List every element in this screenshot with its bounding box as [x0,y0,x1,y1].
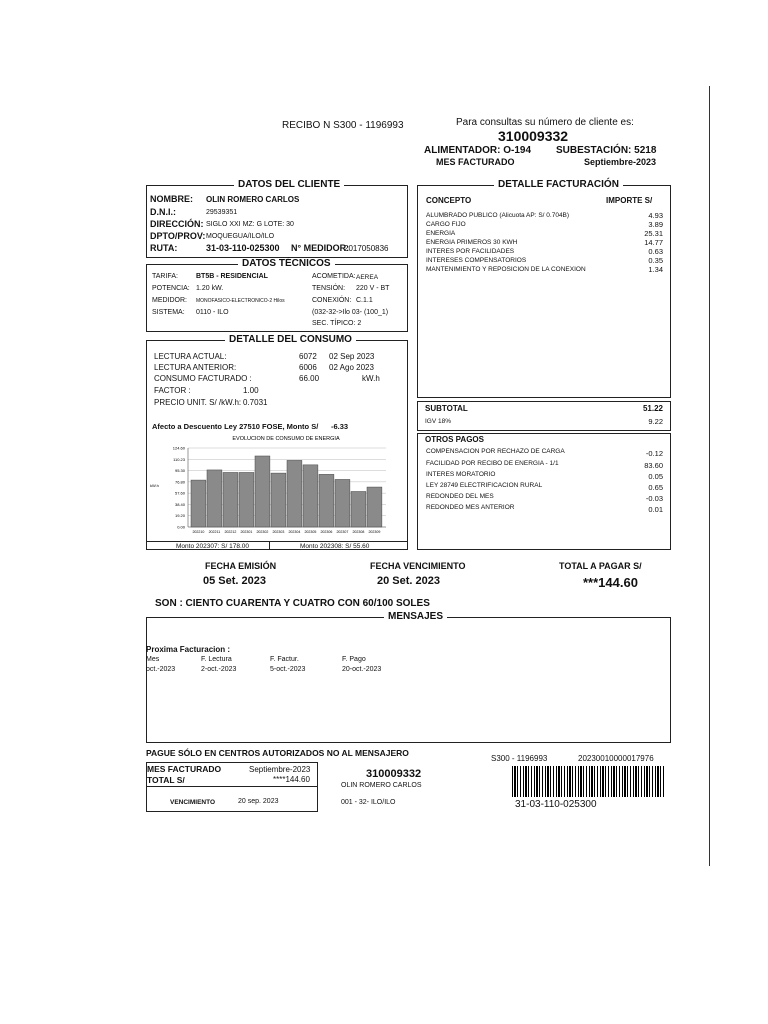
issue-date-label: FECHA EMISIÓN [205,561,277,571]
chart-bar [207,470,222,527]
next-col-billing: F. Factur. [270,656,299,663]
next-col-reading: F. Lectura [201,656,232,663]
dpto-label: DPTO/PROV: [150,231,206,241]
chart-bar [255,456,270,527]
chart-bar [191,480,206,527]
consumption-chart [146,430,408,542]
tariff-label: TARIFA: [152,273,178,280]
other-item-amount: -0.12 [645,449,663,458]
dni-label: D.N.I.: [150,207,176,217]
total-amount: ***144.60 [583,575,638,590]
chart-bar [271,473,286,527]
subtotal-label: SUBTOTAL [425,404,468,413]
stub-code: 20230010000017976 [578,754,654,763]
stub-client-name: OLIN ROMERO CARLOS [341,782,422,789]
power-label: POTENCIA: [152,285,190,292]
billing-item-label: CARGO FIJO [426,221,466,228]
chart-bar [223,472,238,527]
billing-item-label: MANTENIMIENTO Y REPOSICION DE LA CONEXION [426,266,586,273]
client-dni: 29539351 [206,209,238,216]
fose-text: Afecto a Descuento Ley 27510 FOSE, Monto S/ [152,422,319,431]
stub-receipt: S300 - 1196993 [491,754,548,763]
chart-x-tick: 202212 [224,530,237,534]
messages-title: MENSAJES [384,611,447,622]
chart-x-tick: 202211 [208,530,221,534]
factor-label: FACTOR : [154,386,191,395]
stub-month: Septiembre-2023 [249,765,311,774]
billing-item-amount: 1.34 [648,265,663,274]
chart-bar [351,491,366,527]
page-edge-line [709,86,710,866]
stub-due-label: VENCIMIENTO [170,799,216,806]
next-billing-date: 5-oct.-2023 [270,666,306,673]
messages-box [146,617,671,743]
client-meter: 2017050836 [344,244,389,253]
chart-x-tick: 202304 [288,530,301,534]
subtotal-amount: 51.22 [642,404,663,413]
stub-due: 20 sep. 2023 [238,798,279,805]
other-item-label: LEY 28749 ELECTRIFICACION RURAL [426,482,543,489]
other-item-label: INTERES MORATORIO [426,471,496,478]
client-title: DATOS DEL CLIENTE [234,179,344,190]
billing-item-label: INTERES POR FACILIDADES [426,248,515,255]
chart-y-tick: 76.80 [174,479,185,485]
billing-title: DETALLE FACTURACIÓN [494,179,623,190]
chart-y-tick: 38.40 [174,501,185,507]
consumption-title: DETALLE DEL CONSUMO [225,334,356,345]
other-payments-title: OTROS PAGOS [425,435,484,444]
previous-label: LECTURA ANTERIOR: [154,363,237,372]
stub-total-label: TOTAL S/ [147,775,185,785]
unit-price-value: 0.7031 [243,398,268,407]
month-right-total: Monto 202308: S/ 55.60 [300,543,370,550]
current-label: LECTURA ACTUAL: [154,352,227,361]
chart-bar [303,465,318,527]
chart-y-tick: 95.30 [174,468,185,474]
system-value: 0110 - ILO [196,309,229,316]
next-month: oct.-2023 [146,666,176,673]
concept-header: CONCEPTO [426,196,472,205]
address-label: DIRECCIÓN: [150,219,204,229]
issue-date: 05 Set. 2023 [203,575,266,587]
billed-consumption-unit: kW.h [362,374,380,383]
chart-x-tick: 202307 [336,530,349,534]
chart-x-tick: 202302 [256,530,269,534]
payment-barcode [512,766,665,797]
connection-code: (032-32->Ilo 03- (100_1) [312,309,389,316]
stub-route-code: 001 - 32- ILO/ILO [341,799,396,806]
current-value: 6072 [299,352,317,361]
billing-item-amount: 14.77 [644,238,663,247]
connection-value: AEREA [356,274,379,281]
due-date-label: FECHA VENCIMIENTO [370,561,466,571]
client-route: 31-03-110-025300 [206,243,280,253]
substation: SUBESTACIÓN: 5218 [556,145,657,156]
billed-month: Septiembre-2023 [584,157,657,167]
chart-bar [319,474,334,527]
total-label: TOTAL A PAGAR S/ [559,561,642,571]
next-reading-date: 2-oct.-2023 [201,666,237,673]
system-label: SISTEMA: [152,309,185,316]
chart-y-tick: 110.23 [173,456,185,462]
amount-header: IMPORTE S/ [606,196,653,205]
tariff-value: BT5B - RESIDENCIAL [196,273,268,280]
billing-item-amount: 0.63 [648,247,663,256]
next-col-payment: F. Pago [342,656,366,663]
chart-x-tick: 202301 [240,530,253,534]
next-col-month: Mes [146,656,160,663]
conexion-value: C.1.1 [356,297,373,304]
chart-x-tick: 202309 [368,530,381,534]
voltage-value: 220 V - BT [356,285,390,292]
connection-label: ACOMETIDA: [312,273,356,280]
month-left-total: Monto 202307: S/ 178.00 [176,543,250,550]
billing-item-amount: 4.93 [648,211,663,220]
chart-x-tick: 202303 [272,530,285,534]
billed-consumption-label: CONSUMO FACTURADO : [154,374,252,383]
chart-title: EVOLUCION DE CONSUMO DE ENERGIA [232,436,340,442]
chart-x-tick: 202308 [352,530,365,534]
due-date: 20 Set. 2023 [377,575,440,587]
client-address: SIGLO XXI MZ: G LOTE: 30 [206,221,294,228]
meter-label: N° MEDIDOR: [291,243,350,253]
billed-consumption-value: 66.00 [299,374,320,383]
route-label: RUTA: [150,243,178,253]
meter-type-value: MONOFASICO-ELECTRONICO-2 Hilos [196,298,285,304]
chart-divider [146,541,408,542]
next-payment-date: 20-oct.-2023 [342,666,382,673]
igv-label: IGV 18% [425,418,452,425]
chart-y-label: kW.h [150,483,159,488]
feeder: ALIMENTADOR: O-194 [424,145,532,156]
client-number: 310009332 [498,128,569,144]
fose-amount: -6.33 [331,422,349,431]
meter-type-label: MEDIDOR: [152,297,187,304]
client-name: OLIN ROMERO CARLOS [206,195,300,204]
voltage-label: TENSIÓN: [312,285,346,292]
current-date: 02 Sep 2023 [329,352,375,361]
stub-month-label: MES FACTURADO [147,764,222,774]
sector-value: SEC. TÍPICO: 2 [312,320,362,327]
chart-footer-separator [269,541,270,550]
stub-client-number: 310009332 [366,768,422,780]
chart-y-tick: 0.00 [177,524,185,530]
chart-bar [239,472,254,527]
billing-item-amount: 3.89 [648,220,663,229]
chart-y-tick: 57.60 [174,490,185,496]
previous-value: 6006 [299,363,317,372]
unit-price-label: PRECIO UNIT. S/ /kW.h: [154,398,242,407]
other-item-label: REDONDEO MES ANTERIOR [426,504,515,511]
other-item-label: REDONDEO DEL MES [426,493,494,500]
chart-bar [287,460,302,527]
query-text: Para consultas su número de cliente es: [456,117,634,128]
other-item-label: FACILIDAD POR RECIBO DE ENERGIA - 1/1 [426,460,559,467]
other-item-amount: -0.03 [645,494,663,503]
billing-item-label: ALUMBRADO PUBLICO (Alicuota AP: S/ 0.704B) [426,212,570,219]
chart-x-tick: 202306 [320,530,333,534]
payment-warning: PAGUE SÓLO EN CENTROS AUTORIZADOS NO AL MENSAJERO [146,748,409,758]
technical-title: DATOS TÉCNICOS [238,258,335,269]
next-billing-title: Proxima Facturacion : [146,645,231,654]
stub-total: ****144.60 [273,775,310,784]
other-item-amount: 0.05 [648,472,663,481]
chart-bar [335,479,350,527]
billing-item-label: ENERGIA PRIMEROS 30 KWH [426,239,518,246]
billing-item-label: INTERESES COMPENSATORIOS [426,257,527,264]
igv-amount: 9.22 [648,417,663,426]
other-item-amount: 0.01 [648,505,663,514]
client-dpto: MOQUEGUA/ILO/ILO [206,233,275,240]
chart-x-tick: 202305 [304,530,317,534]
billed-month-label: MES FACTURADO [436,157,515,167]
factor-value: 1.00 [243,386,259,395]
conexion-label: CONEXIÓN: [312,297,352,304]
chart-bar [367,487,382,527]
chart-y-tick: 19.20 [174,513,185,519]
billing-item-amount: 0.35 [648,256,663,265]
previous-date: 02 Ago 2023 [329,363,374,372]
amount-in-words: SON : CIENTO CUARENTA Y CUATRO CON 60/100 SOLES [155,598,430,609]
name-label: NOMBRE: [150,194,193,204]
stub-divider [146,786,318,787]
billing-item-amount: 25.31 [644,229,663,238]
other-item-amount: 0.65 [648,483,663,492]
chart-x-tick: 202210 [192,530,205,534]
barcode-text: 31-03-110-025300 [515,799,597,810]
power-value: 1.20 kW. [196,285,224,292]
receipt-number: RECIBO N S300 - 1196993 [282,120,404,131]
billing-item-label: ENERGIA [426,230,456,237]
other-item-amount: 83.60 [644,461,663,470]
other-item-label: COMPENSACION POR RECHAZO DE CARGA [426,448,565,455]
chart-y-tick: 124.60 [172,445,185,451]
